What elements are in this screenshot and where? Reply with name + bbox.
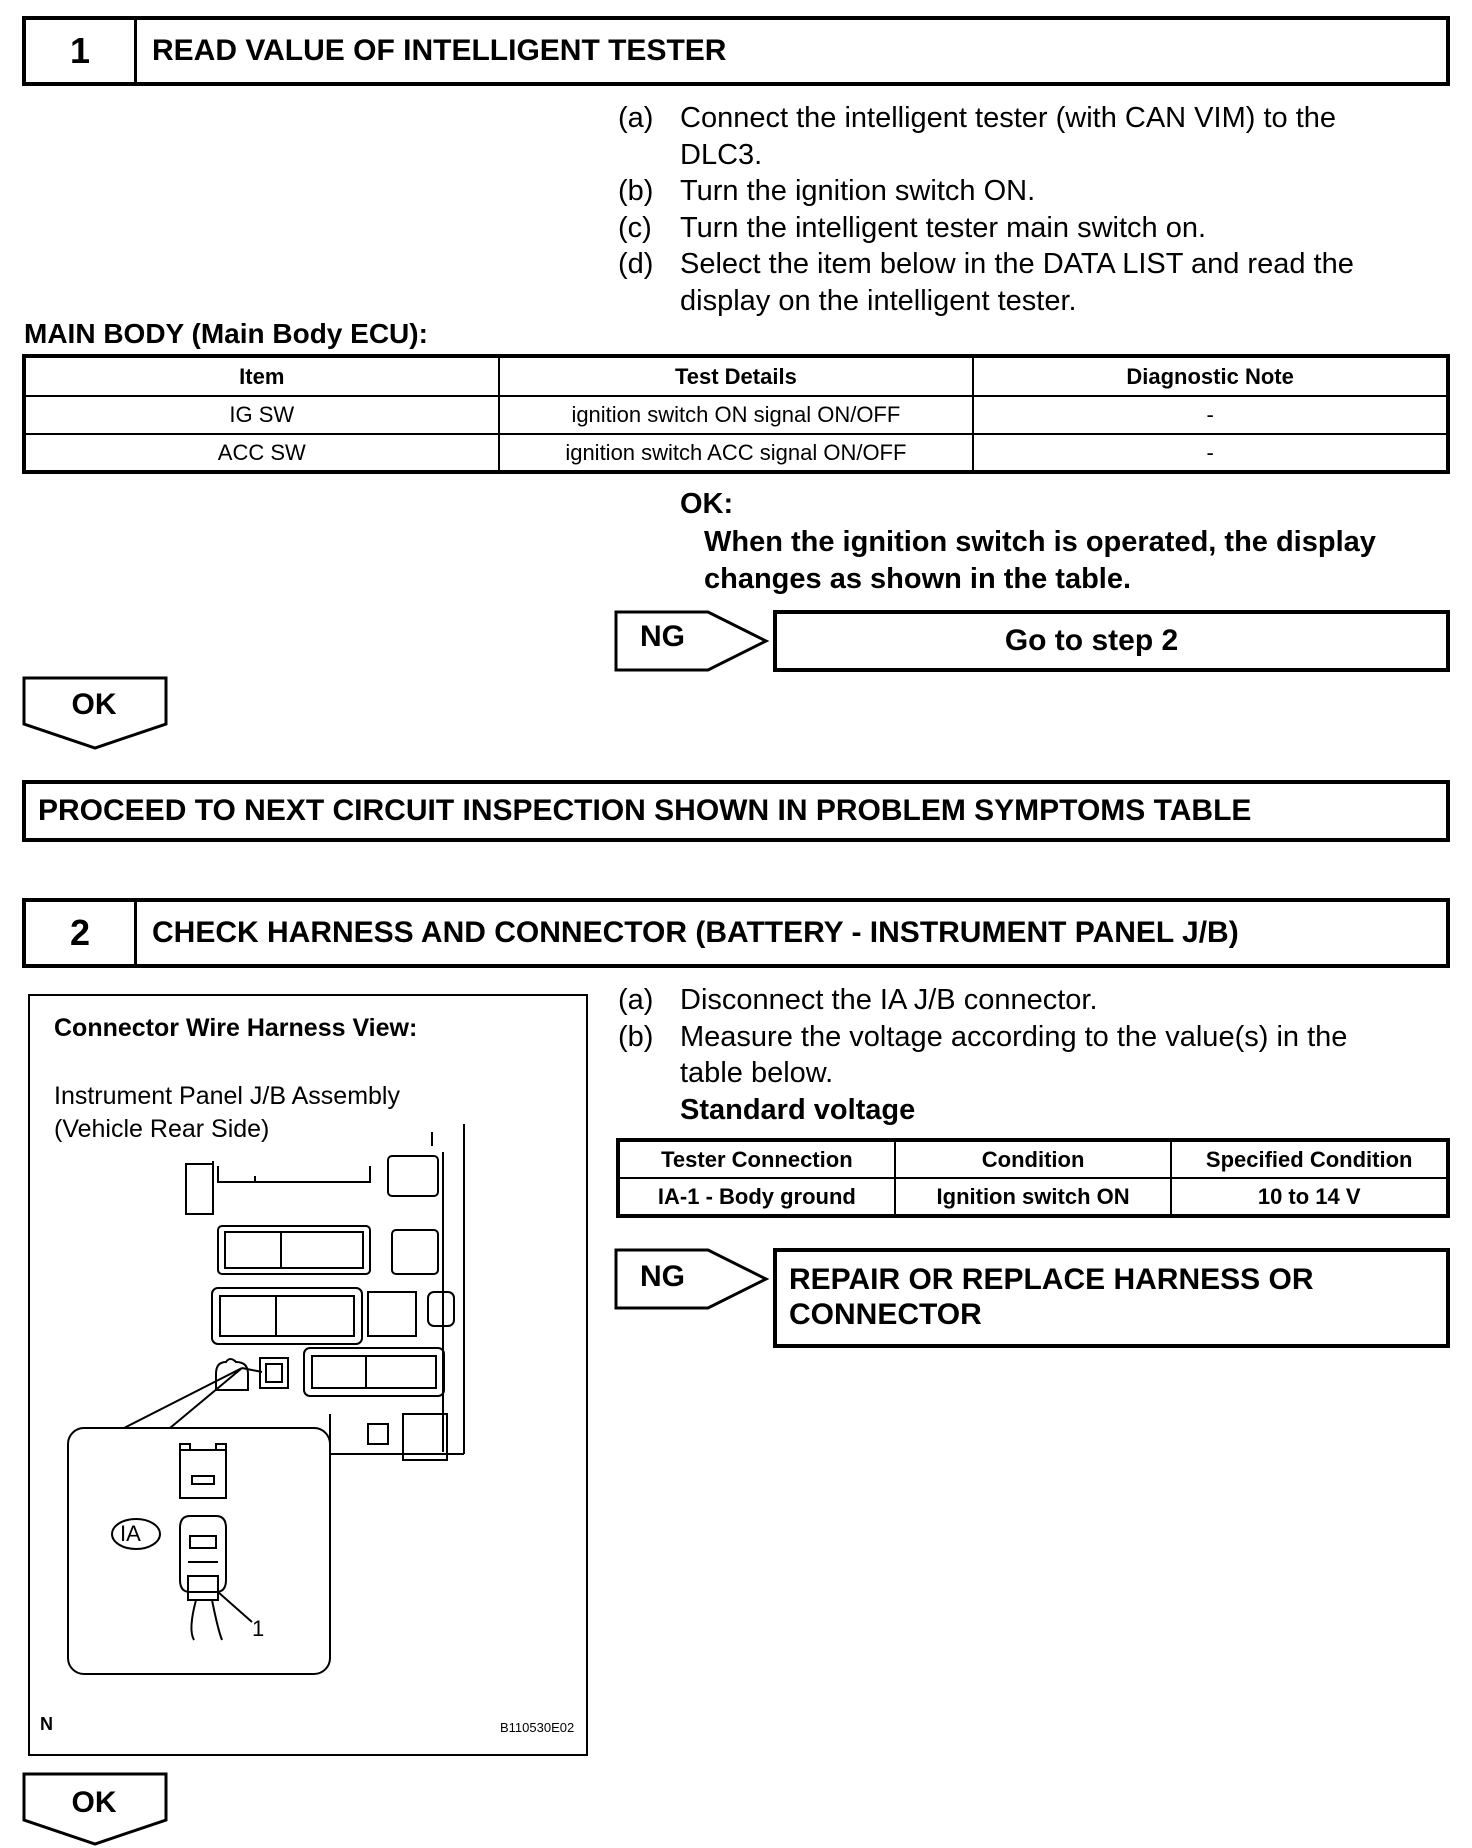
table-row: IA-1 - Body ground Ignition switch ON 10 to 14 V	[618, 1178, 1448, 1216]
main-body-caption: MAIN BODY (Main Body ECU):	[24, 318, 428, 349]
ng-arrow-icon	[614, 1248, 770, 1310]
ok-criteria-text: When the ignition switch is operated, the display changes as shown in the table.	[704, 526, 1376, 595]
ng-label: NG	[640, 620, 685, 653]
ng-label: NG	[640, 1260, 685, 1293]
step2-header	[22, 898, 1450, 968]
figure-title: Connector Wire Harness View:	[54, 1014, 418, 1042]
ng-arrow-icon	[614, 610, 770, 672]
instruction-b: (b) Measure the voltage according to the value(s) in the table below. Standard voltage	[618, 1019, 1448, 1129]
proceed-text: PROCEED TO NEXT CIRCUIT INSPECTION SHOWN IN PROBLEM SYMPTOMS TABLE	[38, 794, 1252, 827]
col-item: Item	[24, 356, 499, 396]
table-row: IG SW ignition switch ON signal ON/OFF -	[24, 396, 1448, 434]
instruction-d: (d) Select the item below in the DATA LIST and read the display on the intelligent tester.	[618, 248, 1354, 317]
step1-title: READ VALUE OF INTELLIGENT TESTER	[152, 34, 727, 67]
table-row: ACC SW ignition switch ACC signal ON/OFF -	[24, 434, 1448, 472]
col-diagnostic-note: Diagnostic Note	[973, 356, 1448, 396]
figure-subtitle: Instrument Panel J/B Assembly (Vehicle Rear Side)	[54, 1082, 400, 1143]
instruction-a: (a) Disconnect the IA J/B connector.	[618, 984, 1098, 1016]
corner-label: N	[40, 1714, 53, 1734]
figure-id: B110530E02	[500, 1720, 575, 1735]
ok-criteria-title: OK:	[680, 488, 734, 520]
voltage-table	[616, 1138, 1450, 1218]
step2-number: 2	[26, 902, 137, 964]
table-header-row	[24, 356, 1448, 396]
data-list-table	[22, 354, 1450, 474]
connector-figure	[28, 994, 588, 1756]
repair-harness-text: REPAIR OR REPLACE HARNESS OR CONNECTOR	[789, 1263, 1314, 1331]
go-to-step-2-box[interactable]	[773, 610, 1450, 672]
connector-ia-label: IA	[120, 1521, 141, 1546]
ok-label: OK	[71, 688, 117, 721]
instruction-b: (b) Turn the ignition switch ON.	[618, 175, 1036, 207]
col-test-details: Test Details	[499, 356, 974, 396]
table-header-row: Tester Connection Condition Specified Condition	[618, 1140, 1448, 1178]
step1-instructions	[618, 100, 1448, 319]
step2-instructions	[618, 982, 1448, 1128]
step1-header	[22, 16, 1450, 86]
instruction-a: (a) Connect the intelligent tester (with CAN VIM) to the DLC3.	[618, 102, 1337, 171]
proceed-box	[22, 780, 1450, 842]
step2-title: CHECK HARNESS AND CONNECTOR (BATTERY - INSTRUMENT PANEL J/B)	[152, 916, 1239, 949]
instruction-c: (c) Turn the intelligent tester main switch on.	[618, 211, 1207, 244]
pin-1-label: 1	[252, 1616, 265, 1641]
repair-harness-box	[773, 1248, 1450, 1348]
standard-voltage-label: Standard voltage	[680, 1093, 916, 1126]
jb-assembly-diagram	[30, 996, 586, 1754]
ok-label: OK	[71, 1786, 117, 1819]
step1-number: 1	[26, 20, 137, 82]
go-to-step-2-text: Go to step 2	[1004, 624, 1179, 657]
